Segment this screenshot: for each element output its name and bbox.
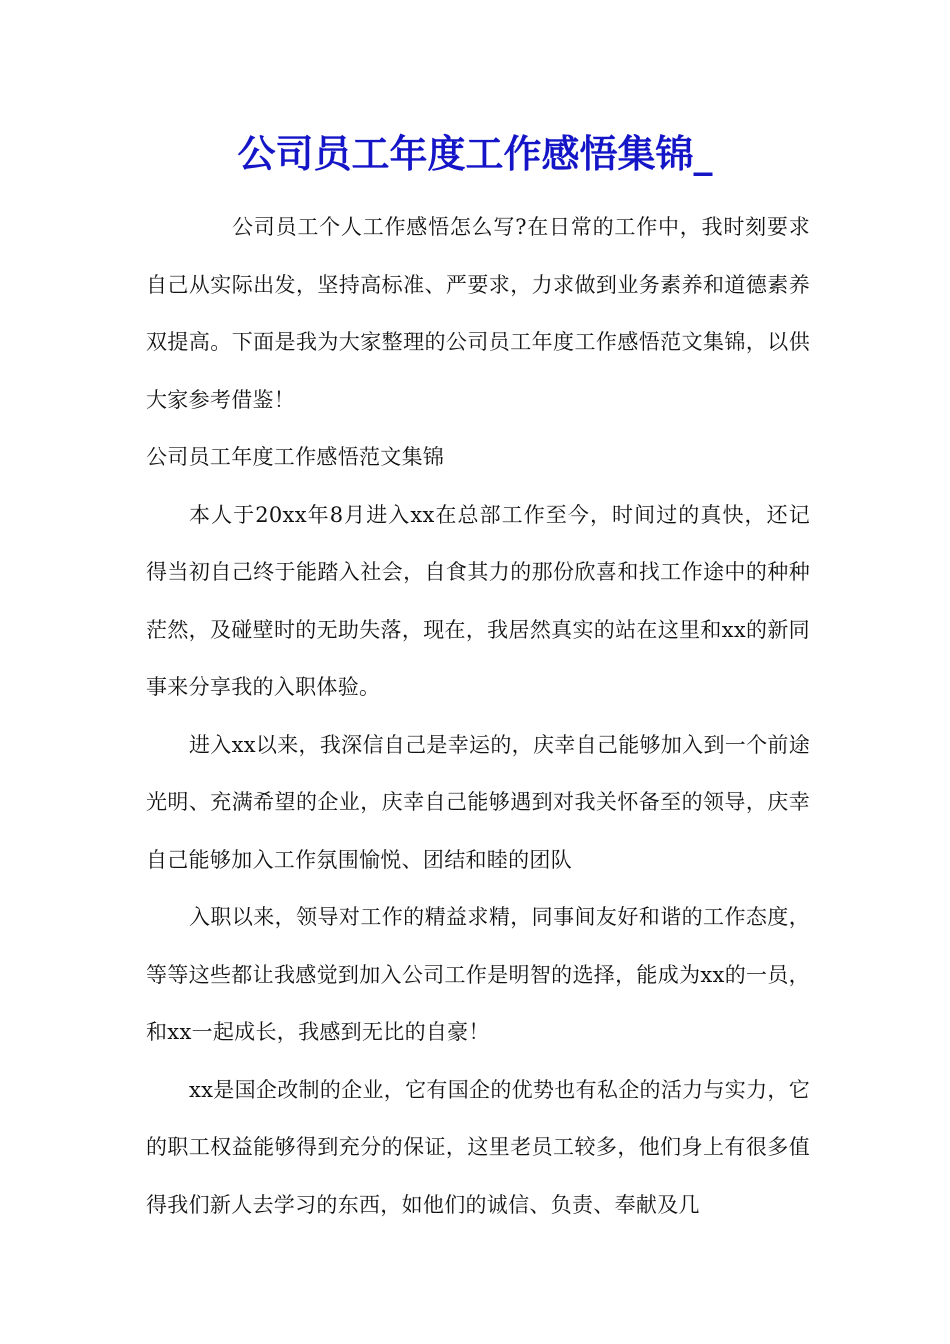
body-paragraph: 本人于20xx年8月进入xx在总部工作至今，时间过的真快，还记得当初自己终于能踏入社会，自食其力的那份欣喜和找工作途中的种种茫然，及碰壁时的无助失落，现在，我居然真实的站在这里和xx的新同事来分享我的入职体验。 (146, 502, 810, 699)
section-subheading: 公司员工年度工作感悟范文集锦 (146, 445, 445, 469)
intro-paragraph: 公司员工个人工作感悟怎么写?在日常的工作中，我时刻要求自己从实际出发，坚持高标准、严要求，力求做到业务素养和道德素养双提高。下面是我为大家整理的公司员工年度工作感悟范文集锦，以供大家参考借鉴！ (146, 215, 810, 412)
body-paragraph: 进入xx以来，我深信自己是幸运的，庆幸自己能够加入到一个前途光明、充满希望的企业，庆幸自己能够遇到对我关怀备至的领导，庆幸自己能够加入工作氛围愉悦、团结和睦的团队 (146, 732, 810, 872)
body-paragraph: xx是国企改制的企业，它有国企的优势也有私企的活力与实力，它的职工权益能够得到充分的保证，这里老员工较多，他们身上有很多值得我们新人去学习的东西，如他们的诚信、负责、奉献及几 (146, 1077, 810, 1217)
body-paragraph: 入职以来，领导对工作的精益求精，同事间友好和谐的工作态度，等等这些都让我感觉到加入公司工作是明智的选择，能成为xx的一员，和xx一起成长，我感到无比的自豪！ (146, 905, 810, 1044)
document-title: 公司员工年度工作感悟集锦_ (237, 132, 713, 176)
document-body (146, 199, 810, 1234)
